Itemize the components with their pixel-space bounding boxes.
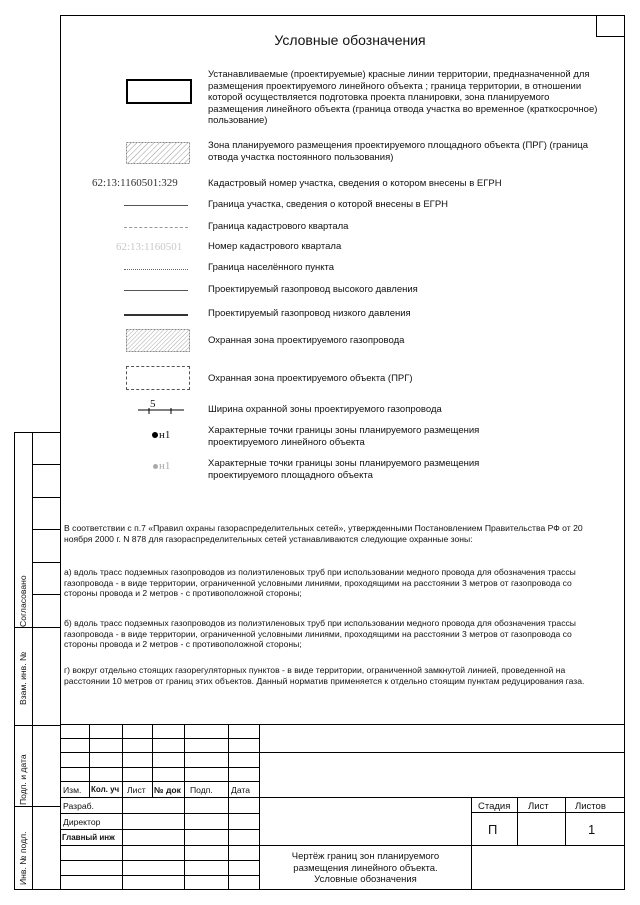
legend-symbol-settlement-boundary (124, 269, 188, 270)
stamp-sheet-label: Лист (528, 801, 549, 812)
legend-sample-cad-number: 62:13:1160501:329 (92, 177, 178, 189)
legend-symbol-high-pressure-pipe (124, 290, 188, 291)
legend-text-high-pressure: Проектируемый газопровод высокого давления (208, 284, 418, 295)
legend-text-plot-boundary: Граница участка, сведения о которой внесены в ЕГРН (208, 199, 449, 210)
legend-text-point-area: Характерные точки границы зоны планируемого размещения проектируемого площадного объекта (208, 458, 480, 481)
legend-text-low-pressure: Проектируемый газопровод низкого давления (208, 308, 411, 319)
stamp-role-chief-engineer: Главный инж (62, 833, 115, 842)
stamp-header-doc: № док (154, 785, 181, 795)
stamp-header-count: Кол. уч (91, 785, 120, 794)
legend-symbol-width-dimension (138, 408, 184, 416)
legend-symbol-prg-zone (126, 142, 190, 164)
stamp-header-date: Дата (231, 785, 251, 795)
side-label-sign-date: Подп. и дата (18, 754, 28, 805)
legend-text-settlement-boundary: Граница населённого пункта (208, 262, 335, 273)
stamp-role-director: Директор (63, 817, 101, 827)
legend-text-object-zone: Охранная зона проектируемого объекта (ПРГ) (208, 373, 413, 384)
point-dot-icon (152, 432, 158, 438)
legend-sample-point-area: н1 (159, 460, 171, 472)
stamp-header-sheet: Лист (127, 785, 146, 795)
page-title: Условные обозначения (274, 32, 426, 48)
stamp-stage-label: Стадия (478, 801, 511, 812)
side-label-inv-no: Инв. № подл. (18, 831, 28, 885)
legend-symbol-object-protection-zone (126, 366, 190, 390)
legend-sample-point-linear: н1 (159, 429, 171, 441)
legend-text-quarter-number: Номер кадастрового квартала (208, 241, 342, 252)
legend-text-prg-zone: Зона планируемого размещения проектируемого площадного объекта (ПРГ) (граница отвода участка постоянного пользования) (208, 140, 589, 163)
stamp-drawing-title (260, 851, 471, 886)
stamp-stage-value: П (488, 822, 498, 837)
stamp-sheets-value: 1 (588, 822, 596, 837)
stamp-title-line-2: размещения линейного объекта. (293, 862, 438, 874)
paragraph-g: г) вокруг отдельно стоящих газорегуляторных пунктов - в виде территории, ограниченной замкнутой линией, проведенной на расстоянии 10 метров от границ этих объектов. Данный норматив применяется к отдельно стоящим пунктам редуцирования газа. (64, 665, 585, 686)
legend-sample-width: 5 (150, 398, 156, 410)
stamp-header-sign: Подп. (190, 785, 213, 795)
legend-symbol-pipe-protection-zone (126, 329, 190, 352)
paragraph-intro: В соответствии с п.7 «Правил охраны газораспределительных сетей», утвержденными Постановлением Правительства РФ от 20 ноября 2000 г. N 878 для газораспределительных сетей устанавливаются следующие охранные зоны: (64, 523, 583, 544)
stamp-sheets-label: Листов (575, 801, 606, 812)
side-label-replaced: Взам. инв. № (18, 651, 28, 705)
legend-text-red-line: Устанавливаемые (проектируемые) красные линии территории, предназначенной для размещения проектируемого линейного объекта ; граница территории, в отношении которой осуществляется подготовка проекта планировки, зона планируемого размещения линейного объекта (граница отвода участка во временное (краткосрочное) пользование) (208, 69, 598, 126)
legend-text-cad-number: Кадастровый номер участка, сведения о котором внесены в ЕГРН (208, 178, 502, 189)
legend-text-pipe-zone: Охранная зона проектируемого газопровода (208, 335, 405, 346)
legend-sample-quarter-number: 62:13:1160501 (116, 241, 183, 253)
stamp-title-line-3: Условные обозначения (314, 874, 417, 885)
legend-text-point-linear: Характерные точки границы зоны планируемого размещения проектируемого линейного объекта (208, 425, 480, 448)
legend-symbol-red-line (126, 79, 192, 104)
paragraph-a: а) вдоль трасс подземных газопроводов из полиэтиленовых труб при использовании медного провода для обозначения трассы газопровода - в виде территории, ограниченной условными линиями, проходящими на расстоянии 3 метров от газопровода со стороны провода и 2 метров - с противоположной стороны; (64, 567, 576, 599)
legend-text-width: Ширина охранной зоны проектируемого газопровода (208, 404, 442, 415)
legend-point-area (153, 460, 170, 472)
stamp-role-developer: Разраб. (63, 801, 94, 811)
side-label-agreed: Согласовано (18, 575, 28, 627)
legend-symbol-plot-boundary (124, 205, 188, 206)
legend-symbol-quarter-boundary (124, 227, 188, 228)
legend-symbol-low-pressure-pipe (124, 314, 188, 316)
stamp-title-line-1: Чертёж границ зон планируемого (291, 851, 440, 862)
point-dot-icon (153, 464, 158, 469)
paragraph-b: б) вдоль трасс подземных газопроводов из полиэтиленовых труб при использовании медного провода для обозначения трассы газопровода - в виде территории, ограниченной условными линиями, проходящими на расстоянии 3 метров от газопровода со стороны провода и 2 метров - с противоположной стороны; (64, 618, 576, 650)
legend-text-quarter-boundary: Граница кадастрового квартала (208, 221, 349, 232)
stamp-header-change: Изм. (63, 785, 82, 795)
legend-point-linear (152, 429, 170, 441)
